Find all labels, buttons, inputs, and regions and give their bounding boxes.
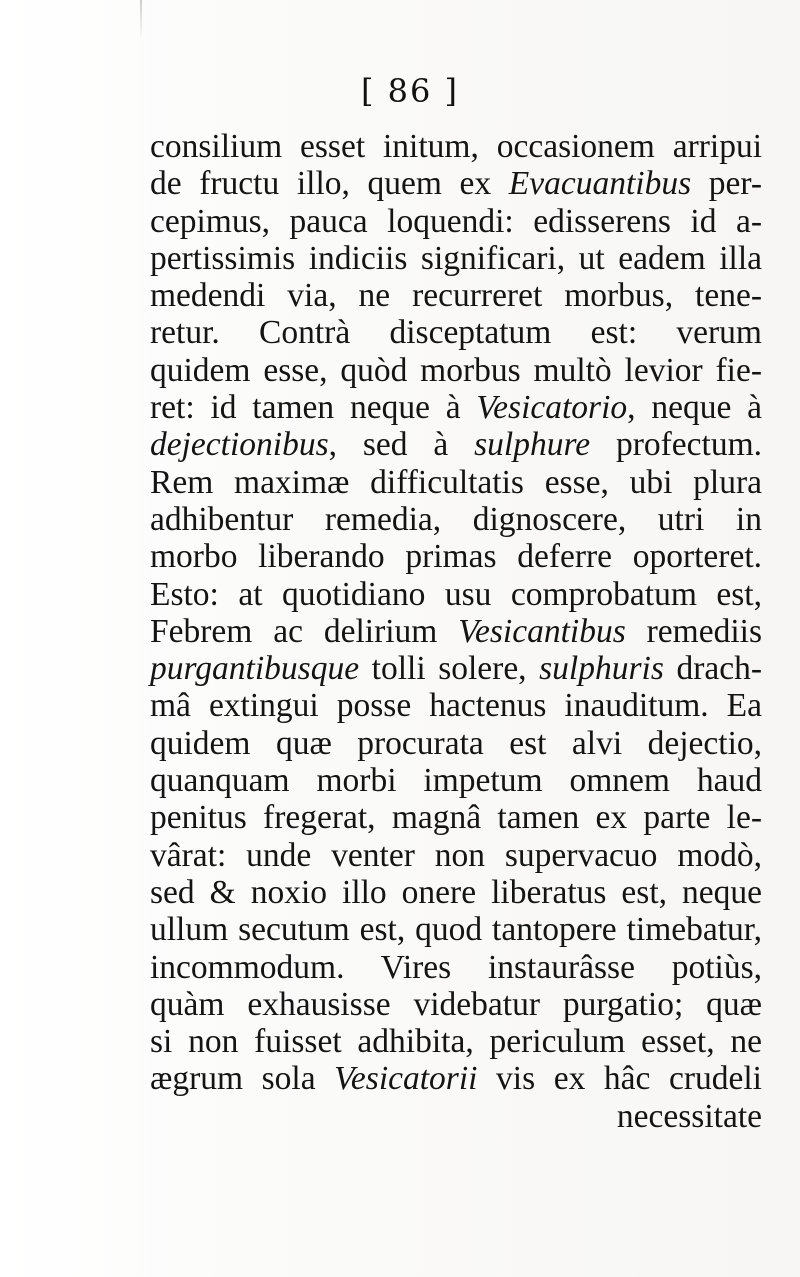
text-line: quidem esse, quòd morbus multò levior fie- — [150, 351, 762, 389]
page-number-header — [0, 72, 800, 110]
text-line: ægrum sola Vesicatorii vis ex hâc crudeli — [150, 1060, 762, 1098]
body-text — [150, 128, 762, 1135]
text-line: si non fuisset adhibita, periculum esset, ne — [150, 1023, 762, 1061]
text-line: purgantibusque tolli solere, sulphuris drach- — [150, 650, 762, 688]
text-line: morbo liberando primas deferre oporteret. — [150, 538, 762, 576]
text-line: retur. Contrà disceptatum est: verum — [150, 314, 762, 352]
text-line: quidem quæ procurata est alvi dejectio, — [150, 724, 762, 762]
text-line: Esto: at quotidiano usu comprobatum est, — [150, 575, 762, 613]
text-line: ullum secutum est, quod tantopere timebatur, — [150, 911, 762, 949]
text-line: cepimus, pauca loquendi: edisserens id a- — [150, 202, 762, 240]
page-fold-mark — [140, 0, 142, 40]
text-line: mâ extingui posse hactenus inauditum. Ea — [150, 687, 762, 725]
text-line: pertissimis indiciis significari, ut eadem illa — [150, 239, 762, 277]
text-line: Febrem ac delirium Vesicantibus remediis — [150, 612, 762, 650]
text-line: Rem maximæ difficultatis esse, ubi plura — [150, 463, 762, 501]
text-line: de fructu illo, quem ex Evacuantibus per- — [150, 165, 762, 203]
text-line: quàm exhausisse videbatur purgatio; quæ — [150, 985, 762, 1023]
text-line: adhibentur remedia, dignoscere, utri in — [150, 500, 762, 538]
text-line: ret: id tamen neque à Vesicatorio, neque à — [150, 389, 762, 427]
text-line: vârat: unde venter non supervacuo modò, — [150, 836, 762, 874]
page-number: [ 86 ] — [360, 72, 460, 110]
text-line: consilium esset initum, occasionem arripui — [150, 128, 762, 165]
text-line: quanquam morbi impetum omnem haud — [150, 762, 762, 800]
text-line: penitus fregerat, magnâ tamen ex parte le- — [150, 799, 762, 837]
text-line: dejectionibus, sed à sulphure profectum. — [150, 426, 762, 464]
catchword: necessitate — [616, 1097, 762, 1135]
text-line: medendi via, ne recurreret morbus, tene- — [150, 277, 762, 315]
text-line: sed & noxio illo onere liberatus est, neque — [150, 873, 762, 911]
text-line: incommodum. Vires instaurâsse potiùs, — [150, 948, 762, 986]
